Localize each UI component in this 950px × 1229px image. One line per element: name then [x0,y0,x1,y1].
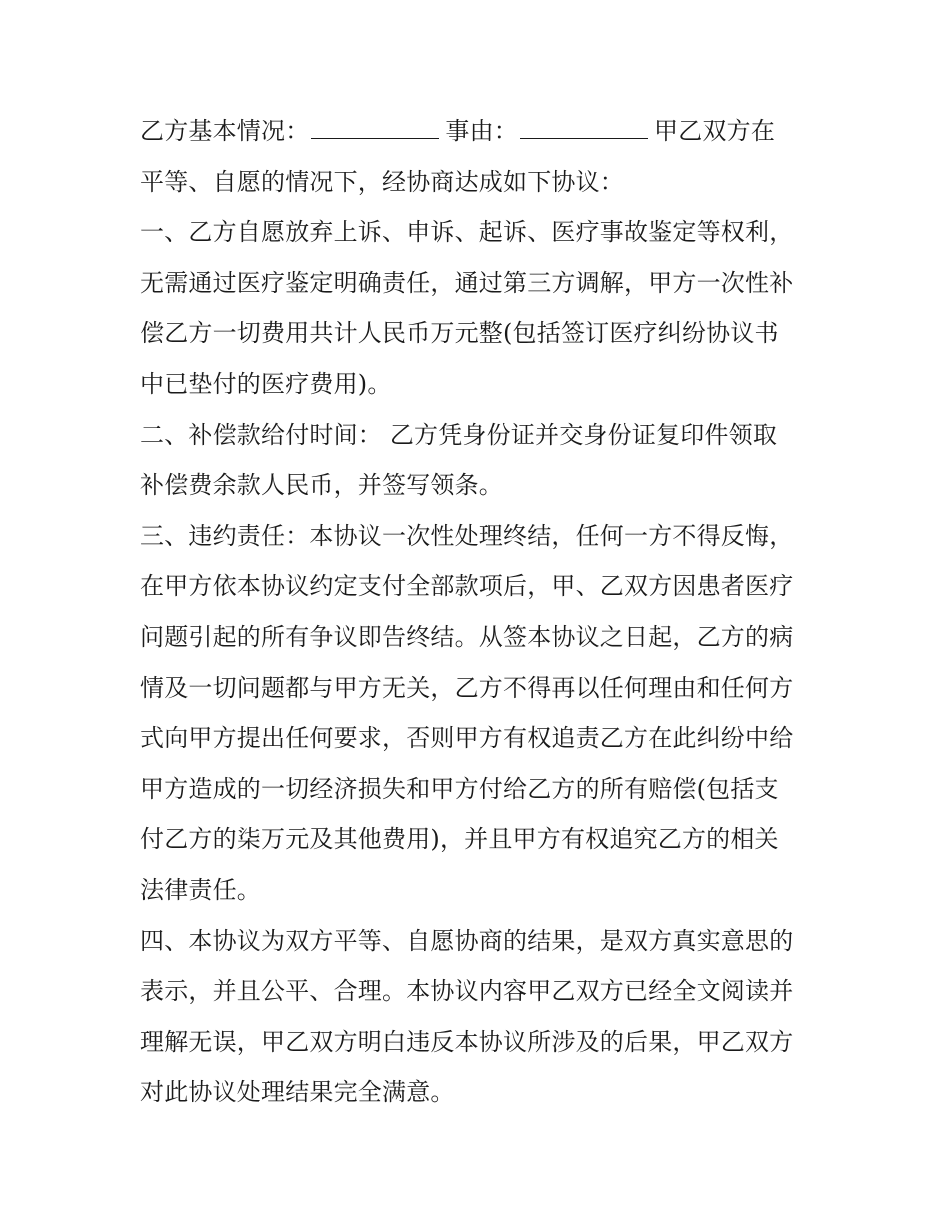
clause-3-line-2: 在甲方依本协议约定支付全部款项后，甲、乙双方因患者医疗 [140,572,794,601]
reason-blank [520,116,648,139]
reason-label: 事由： [445,117,519,145]
clause-2-line-2: 补偿费余款人民币，并签写领条。 [140,471,503,500]
clause-1-line-3: 偿乙方一切费用共计人民币万元整(包括签订医疗纠纷协议书 [140,319,779,348]
clause-3-line-7: 付乙方的柒万元及其他费用)，并且甲方有权追究乙方的相关 [140,825,779,854]
text-line-1 [140,106,812,157]
clause-4-line-4: 对此协议处理结果完全满意。 [140,1078,455,1107]
clause-4-line-2: 表示，并且公平、合理。本协议内容甲乙双方已经全文阅读并 [140,977,794,1006]
party-b-blank [311,116,439,139]
clause-2-line-1: 二、补偿款给付时间： 乙方凭身份证并交身份证复印件领取 [140,420,778,449]
clause-3-line-6: 甲方造成的一切经济损失和甲方付给乙方的所有赔偿(包括支 [140,774,779,803]
party-b-label: 乙方基本情况： [140,117,310,145]
clause-3-line-3: 问题引起的所有争议即告终结。从签本协议之日起，乙方的病 [140,622,794,651]
clause-4-line-1: 四、本协议为双方平等、自愿协商的结果，是双方真实意思的 [140,926,794,955]
text-line-2: 平等、自愿的情况下，经协商达成如下协议： [140,167,624,196]
clause-1-line-1: 一、乙方自愿放弃上诉、申诉、起诉、医疗事故鉴定等权利， [140,218,794,247]
clause-1-line-4: 中已垫付的医疗费用)。 [140,369,392,398]
clause-3-line-1: 三、违约责任：本协议一次性处理终结，任何一方不得反悔， [140,521,794,550]
agreement-body [140,106,812,1118]
clause-1-line-2: 无需通过医疗鉴定明确责任，通过第三方调解，甲方一次性补 [140,268,794,297]
line1-tail: 甲乙双方在 [654,117,776,145]
clause-3-line-5: 式向甲方提出任何要求，否则甲方有权追责乙方在此纠纷中给 [140,724,794,753]
clause-3-line-8: 法律责任。 [140,875,261,904]
clause-4-line-3: 理解无误，甲乙双方明白违反本协议所涉及的后果，甲乙双方 [140,1027,794,1056]
clause-3-line-4: 情及一切问题都与甲方无关，乙方不得再以任何理由和任何方 [140,673,794,702]
